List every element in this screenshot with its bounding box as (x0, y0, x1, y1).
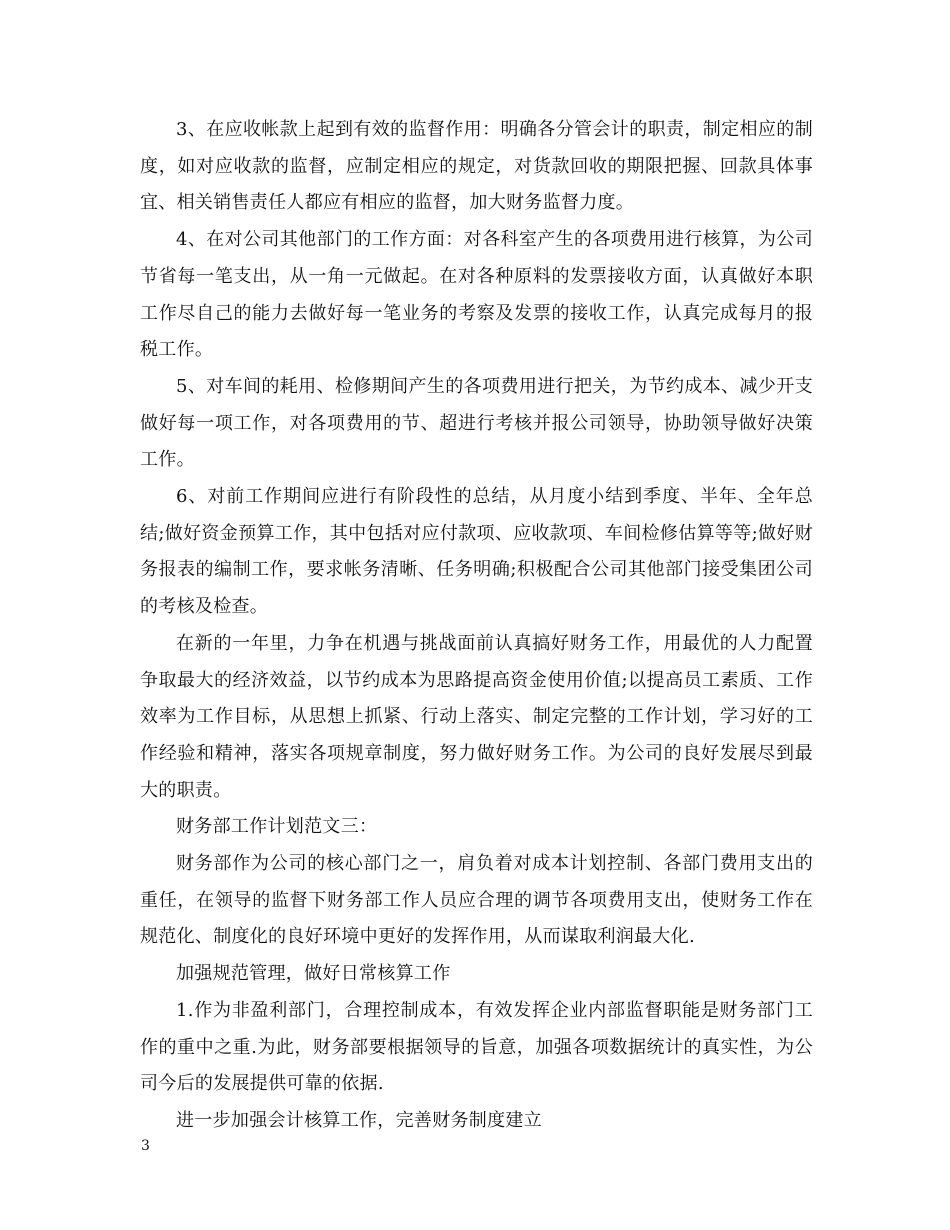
subheading-standardized-management: 加强规范管理，做好日常核算工作 (176, 963, 451, 985)
paragraph-new-year-goals: 在新的一年里，力争在机遇与挑战面前认真搞好财务工作，用最优的人力配置争取最大的经济效益，以节约成本为思路提高资金使用价值;以提高员工素质、工作效率为工作目标，从思想上抓紧、行动上落实、制定完整的工作计划，学习好的工作经验和精神，落实各项规章制度，努力做好财务工作。为公司的良好发展尽到最大的职责。 (140, 632, 813, 801)
subheading-accounting-system: 进一步加强会计核算工作，完善财务制度建立 (176, 1109, 542, 1131)
page-number: 3 (141, 1138, 150, 1154)
document-body (140, 112, 813, 1140)
paragraph-receivables-supervision: 3、在应收帐款上起到有效的监督作用：明确各分管会计的职责，制定相应的制度，如对应收款的监督，应制定相应的规定，对货款回收的期限把握、回款具体事宜、相关销售责任人都应有相应的监督，加大财务监督力度。 (140, 119, 813, 214)
section-heading-sample-three: 财务部工作计划范文三： (176, 816, 378, 838)
paragraph-other-departments: 4、在对公司其他部门的工作方面：对各科室产生的各项费用进行核算，为公司节省每一笔支出，从一角一元做起。在对各种原料的发票接收方面，认真做好本职工作尽自己的能力去做好每一笔业务的考察及发票的接收工作，认真完成每月的报税工作。 (140, 229, 813, 361)
paragraph-cost-control: 1.作为非盈利部门，合理控制成本，有效发挥企业内部监督职能是财务部门工作的重中之重.为此，财务部要根据领导的旨意，加强各项数据统计的真实性，为公司今后的发展提供可靠的依据. (140, 999, 813, 1095)
paragraph-workshop-costs: 5、对车间的耗用、检修期间产生的各项费用进行把关，为节约成本、减少开支做好每一项工作，对各项费用的节、超进行考核并报公司领导，协助领导做好决策工作。 (140, 375, 813, 471)
paragraph-core-department: 财务部作为公司的核心部门之一，肩负着对成本计划控制、各部门费用支出的重任，在领导的监督下财务部工作人员应合理的调节各项费用支出，使财务工作在规范化、制度化的良好环境中更好的发挥作用，从而谋取利润最大化. (140, 853, 813, 948)
paragraph-periodic-summary: 6、对前工作期间应进行有阶段性的总结，从月度小结到季度、半年、全年总结;做好资金预算工作，其中包括对应付款项、应收款项、车间检修估算等等;做好财务报表的编制工作，要求帐务清晰、任务明确;积极配合公司其他部门接受集团公司的考核及检查。 (140, 486, 813, 618)
